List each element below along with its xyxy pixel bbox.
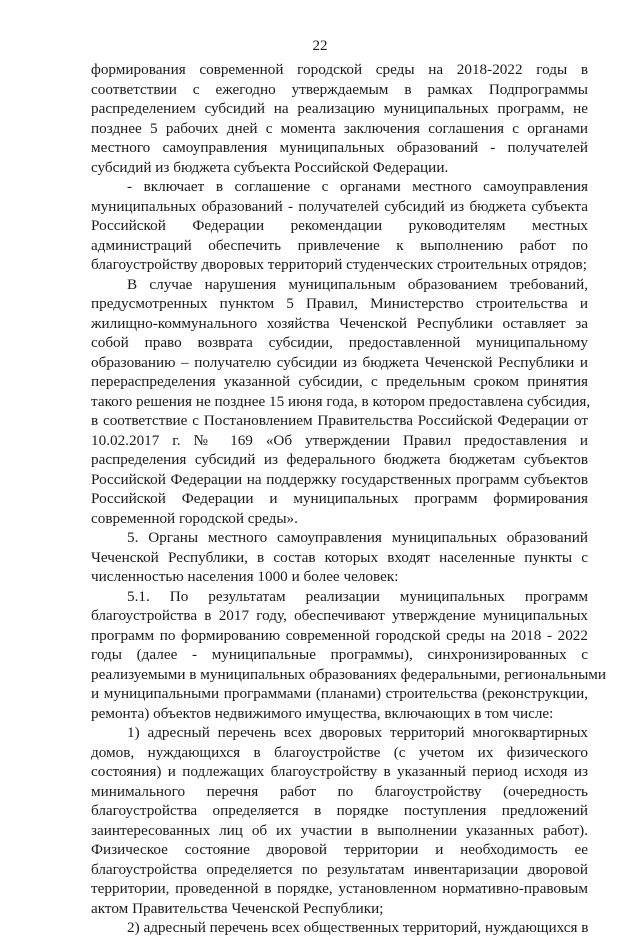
paragraph-continuation: [91, 60, 588, 177]
text-line: Российской Федерации и муниципальных программ формирования: [91, 490, 588, 507]
text-line: 5. Органы местного самоуправления муниципальных образований: [127, 529, 588, 546]
text-line: минимального перечня работ по благоустройству (очередность: [91, 782, 588, 800]
paragraph-includes-agreement: [91, 177, 588, 275]
paragraph-item-1: [91, 723, 588, 918]
text-line: актом Правительства Чеченской Республики;: [91, 899, 384, 917]
text-line: жилищно-коммунального хозяйства Чеченской Республики оставляет за: [91, 314, 588, 332]
text-line: домов, нуждающихся в благоустройстве (с учетом их физического: [91, 743, 588, 761]
text-line: Физическое состояние дворовой территории и необходимость ее: [91, 841, 588, 858]
text-line: территории, проведенной в порядке, установленном нормативно-правовым: [91, 880, 588, 897]
text-line: В случае нарушения муниципальным образованием требований,: [127, 275, 588, 293]
text-line: 10.02.2017 г. № 169 «Об утверждении Правил предоставления и: [91, 431, 588, 449]
text-line: 2) адресный перечень всех общественных территорий, нуждающихся в: [127, 919, 589, 936]
text-line: ремонта) объектов недвижимого имущества, включающих в том числе:: [91, 704, 554, 722]
text-line: благоустройства определяется по результатам инвентаризации дворовой: [91, 860, 588, 878]
text-line: состояния) и подлежащих благоустройству в указанный период исходя из: [91, 763, 588, 780]
text-line: 5.1. По результатам реализации муниципальных программ: [127, 587, 588, 605]
text-line: благоустройству дворовых территорий студенческих строительных отрядов;: [91, 256, 587, 273]
text-line: предусмотренных пунктом 5 Правил, Министерство строительства и: [91, 295, 588, 312]
text-line: Российской Федерации на поддержку государственных программ субъектов: [91, 470, 588, 488]
text-line: собой право возврата субсидии, предоставленной муниципальному: [91, 334, 588, 351]
paragraph-violation: [91, 275, 591, 529]
text-line: в соответствие с Постановлением Правительства Российской Федерации от: [91, 412, 588, 429]
text-line: распределением субсидий на реализацию муниципальных программ, не: [91, 100, 588, 117]
text-line: - включает в соглашение с органами местного самоуправления: [127, 178, 588, 195]
text-line: годы (далее - муниципальные программы), синхронизированных с: [91, 646, 588, 663]
text-line: современной городской среды».: [91, 509, 298, 527]
text-line: такого решения не позднее 15 июня года, в котором предоставлена субсидия,: [91, 392, 591, 410]
text-line: местного самоуправления муниципальных образований - получателей: [91, 139, 588, 156]
text-line: программ по формированию современной городской среды на 2018 - 2022: [91, 626, 588, 644]
text-line: Чеченской Республики, в состав которых входят населенные пункты с: [91, 548, 588, 566]
text-line: позднее 5 рабочих дней с момента заключения соглашения с органами: [91, 119, 588, 137]
page-number: 22: [312, 38, 328, 54]
text-line: благоустройства в 2017 году, обеспечивают утверждение муниципальных: [91, 607, 588, 624]
text-line: заинтересованных лиц об их участии в выполнении указанных работ).: [91, 821, 588, 839]
paragraph-section-5: [91, 528, 588, 587]
text-line: численностью населения 1000 и более человек:: [91, 568, 399, 585]
text-line: формирования современной городской среды на 2018-2022 годы в: [91, 61, 588, 78]
text-line: распределения субсидий из федерального бюджета бюджетам субъектов: [91, 451, 588, 468]
paragraph-section-5-1: [91, 587, 607, 724]
paragraph-item-2: [91, 918, 588, 938]
text-line: субсидий из бюджета субъекта Российской Федерации.: [91, 158, 449, 176]
text-line: образованию – получателю субсидии из бюджета Чеченской Республики и: [91, 353, 588, 371]
text-line: и муниципальными программами (планами) строительства (реконструкции,: [91, 685, 588, 702]
text-line: реализуемыми в муниципальных образованиях федеральными, региональными: [91, 665, 607, 683]
text-line: Российской Федерации рекомендации руководителям местных: [91, 217, 588, 234]
document-body: [91, 60, 607, 938]
text-line: 1) адресный перечень всех дворовых территорий многоквартирных: [127, 724, 588, 741]
text-line: муниципальных образований - получателей субсидий из бюджета субъекта: [91, 197, 588, 215]
text-line: администраций обеспечить привлечение к выполнению работ по: [91, 236, 588, 254]
text-line: перераспределения указанной субсидии, с предельным сроком принятия: [91, 373, 588, 390]
text-line: соответствии с ежегодно утверждаемым в рамках Подпрограммы: [91, 80, 588, 98]
text-line: благоустройства определяется в порядке поступления предложений: [91, 802, 588, 819]
